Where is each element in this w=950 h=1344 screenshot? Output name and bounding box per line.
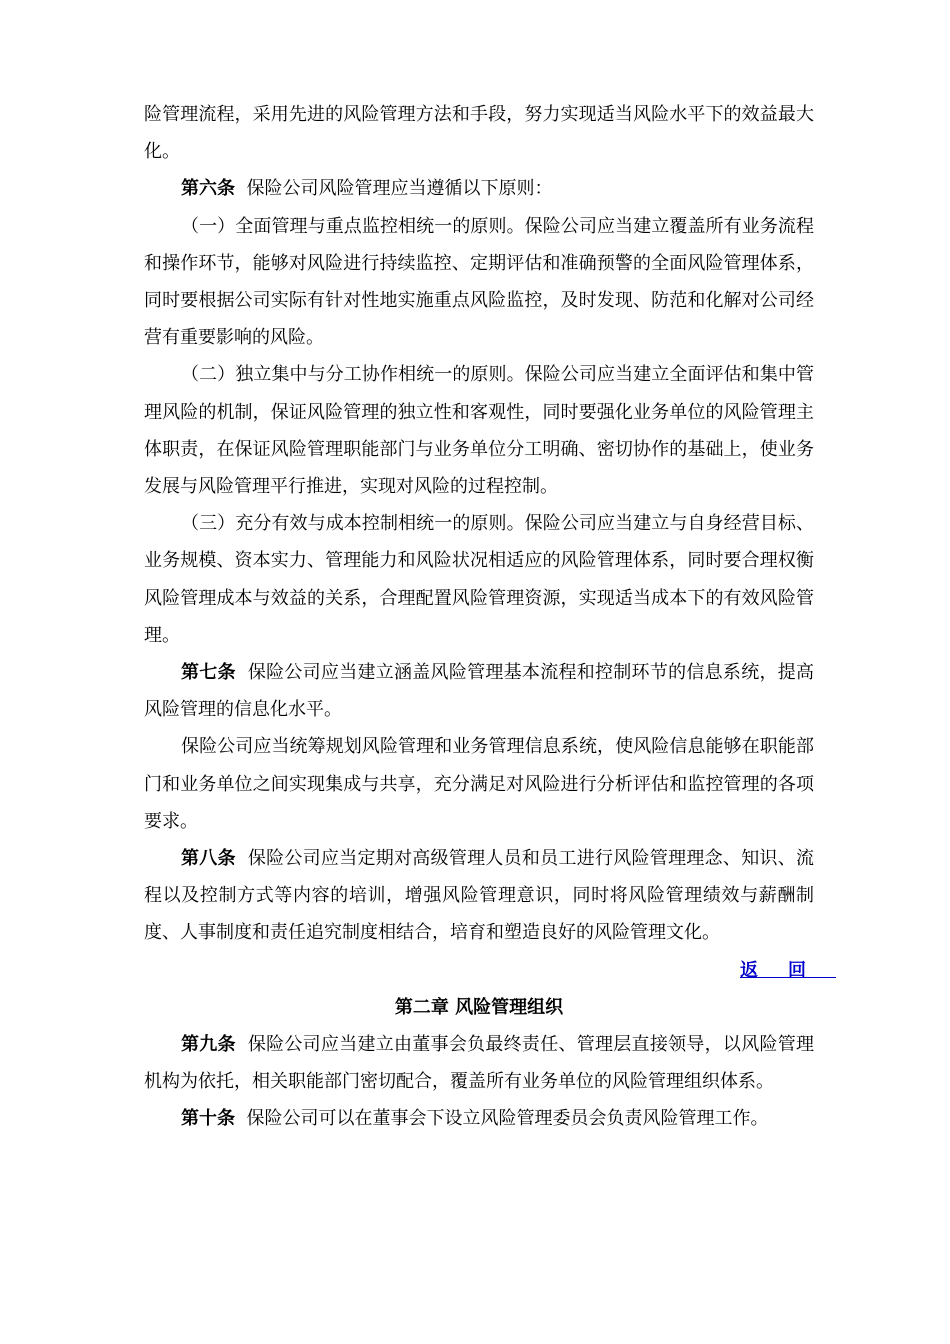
- article-8-label: 第八条: [181, 848, 236, 870]
- article-10: [144, 1100, 814, 1137]
- article-7-paragraph-2: [144, 728, 814, 840]
- article-8-text: 保险公司应当定期对高级管理人员和员工进行风险管理理念、知识、流程以及控制方式等内容的培训，增强风险管理意识，同时将风险管理绩效与薪酬制度、人事制度和责任追究制度相结合，培育和塑造良好的风险管理文化。: [144, 848, 815, 944]
- return-link[interactable]: 返回: [740, 959, 836, 981]
- article-8: [144, 840, 814, 952]
- paragraph-text: 险管理流程，采用先进的风险管理方法和手段，努力实现适当风险水平下的效益最大化。: [144, 104, 814, 163]
- principle-3: [144, 505, 814, 654]
- document-body: [144, 96, 836, 1138]
- article-10-label: 第十条: [181, 1108, 235, 1130]
- article-6-label: 第六条: [181, 178, 235, 200]
- principle-3-text: （三）充分有效与成本控制相统一的原则。保险公司应当建立与自身经营目标、业务规模、资本实力、管理能力和风险状况相适应的风险管理体系，同时要合理权衡风险管理成本与效益的关系，合理配置风险管理资源，实现适当成本下的有效风险管理。: [144, 513, 814, 646]
- article-9-text: 保险公司应当建立由董事会负最终责任、管理层直接领导，以风险管理机构为依托，相关职能部门密切配合，覆盖所有业务单位的风险管理组织体系。: [144, 1034, 815, 1093]
- article-6-text: 保险公司风险管理应当遵循以下原则：: [246, 178, 553, 200]
- article-6: [144, 170, 814, 207]
- article-9-label: 第九条: [181, 1034, 236, 1056]
- paragraph-continuation: [144, 96, 814, 170]
- chapter-heading: 第二章 风险管理组织: [394, 996, 564, 1018]
- principle-2-text: （二）独立集中与分工协作相统一的原则。保险公司应当建立全面评估和集中管理风险的机制，保证风险管理的独立性和客观性，同时要强化业务单位的风险管理主体职责，在保证风险管理职能部门与业务单位分工明确、密切协作的基础上，使业务发展与风险管理平行推进，实现对风险的过程控制。: [144, 364, 814, 498]
- principle-1: [144, 208, 814, 357]
- article-7-paragraph-2-text: 保险公司应当统筹规划风险管理和业务管理信息系统，使风险信息能够在职能部门和业务单位之间实现集成与共享，充分满足对风险进行分析评估和监控管理的各项要求。: [144, 736, 814, 832]
- article-9: [144, 1026, 814, 1100]
- article-7: [144, 654, 814, 728]
- principle-1-text: （一）全面管理与重点监控相统一的原则。保险公司应当建立覆盖所有业务流程和操作环节，能够对风险进行持续监控、定期评估和准确预警的全面风险管理体系，同时要根据公司实际有针对性地实施重点风险监控，及时发现、防范和化解对公司经营有重要影响的风险。: [144, 215, 814, 349]
- article-7-label: 第七条: [181, 662, 236, 684]
- article-7-text: 保险公司应当建立涵盖风险管理基本流程和控制环节的信息系统，提高风险管理的信息化水平。: [144, 662, 815, 721]
- article-10-text: 保险公司可以在董事会下设立风险管理委员会负责风险管理工作。: [246, 1108, 769, 1130]
- return-row: [144, 952, 836, 989]
- principle-2: [144, 356, 814, 505]
